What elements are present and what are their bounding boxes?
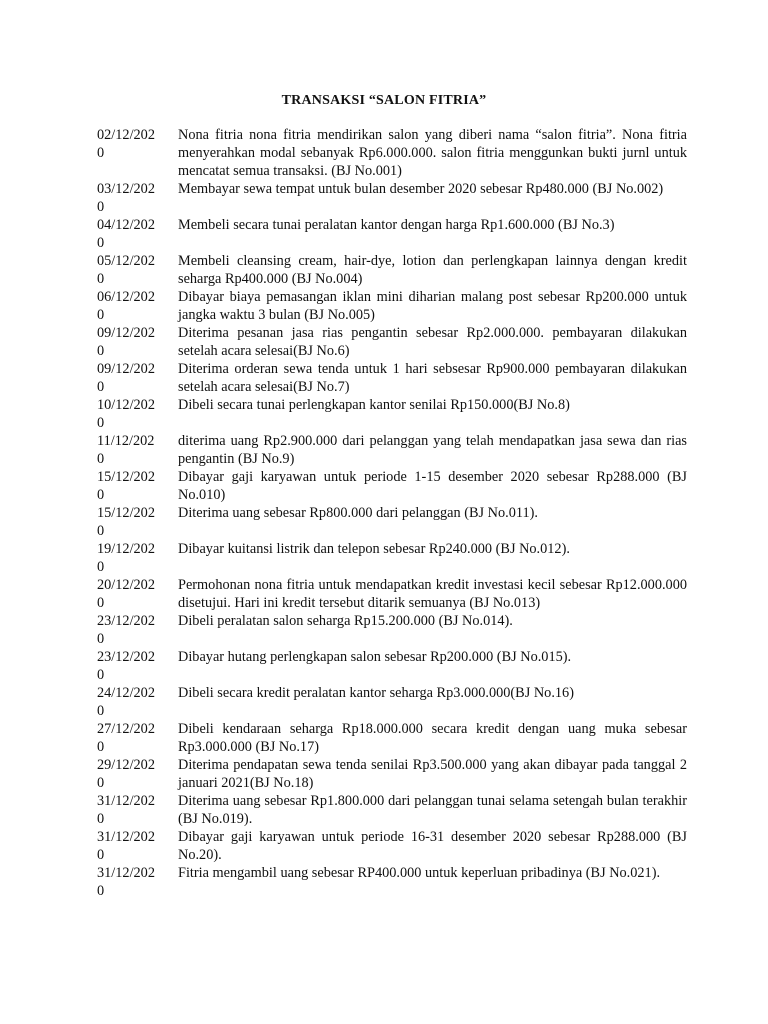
transaction-description: Diterima uang sebesar Rp800.000 dari pelanggan (BJ No.011). [178, 505, 538, 521]
transaction-description: Membayar sewa tempat untuk bulan desember 2020 sebesar Rp480.000 (BJ No.002) [178, 181, 664, 197]
transaction-description: Dibayar hutang perlengkapan salon sebesar Rp200.000 (BJ No.015). [178, 649, 572, 665]
transaction-row [97, 576, 687, 612]
transaction-description: diterima uang Rp2.900.000 dari pelanggan yang telah mendapatkan jasa sewa dan rias pengantin (BJ No.9) [178, 433, 687, 467]
transaction-description: Membeli cleansing cream, hair-dye, lotion dan perlengkapan lainnya dengan kredit seharga Rp400.000 (BJ No.004) [178, 253, 687, 287]
transaction-row [97, 288, 687, 324]
transaction-date: 06/12/2020 [97, 289, 155, 323]
transaction-description: Dibayar gaji karyawan untuk periode 16-31 desember 2020 sebesar Rp288.000 (BJ No.20). [178, 829, 687, 863]
transaction-row [97, 252, 687, 288]
transaction-description: Dibeli peralatan salon seharga Rp15.200.000 (BJ No.014). [178, 613, 513, 629]
transaction-date: 19/12/2020 [97, 541, 155, 575]
transaction-description: Diterima pesanan jasa rias pengantin sebesar Rp2.000.000. pembayaran dilakukan setelah acara selesai(BJ No.6) [178, 325, 687, 359]
transaction-row [97, 756, 687, 792]
transaction-date: 05/12/2020 [97, 253, 155, 287]
transaction-date: 11/12/2020 [97, 433, 155, 467]
transaction-description: Dibayar gaji karyawan untuk periode 1-15 desember 2020 sebesar Rp288.000 (BJ No.010) [178, 469, 687, 503]
transaction-description: Diterima uang sebesar Rp1.800.000 dari pelanggan tunai selama setengah bulan terakhir (BJ No.019). [178, 793, 687, 827]
transaction-date: 15/12/2020 [97, 469, 155, 503]
transaction-description: Diterima pendapatan sewa tenda senilai Rp3.500.000 yang akan dibayar pada tanggal 2 januari 2021(BJ No.18) [178, 757, 687, 791]
transaction-row [97, 126, 687, 180]
transaction-date: 20/12/2020 [97, 577, 155, 611]
transaction-row [97, 360, 687, 396]
transaction-row [97, 792, 687, 828]
transaction-date: 24/12/2020 [97, 685, 155, 719]
transaction-description: Dibayar biaya pemasangan iklan mini diharian malang post sebesar Rp200.000 untuk jangka waktu 3 bulan (BJ No.005) [178, 289, 687, 323]
transaction-row [97, 720, 687, 756]
transaction-row [97, 828, 687, 864]
transaction-row [97, 612, 687, 648]
transaction-date: 31/12/2020 [97, 865, 155, 899]
transaction-row [97, 324, 687, 360]
transaction-row [97, 540, 687, 576]
transaction-date: 23/12/2020 [97, 613, 155, 647]
transaction-date: 15/12/2020 [97, 505, 155, 539]
transaction-description: Dibayar kuitansi listrik dan telepon sebesar Rp240.000 (BJ No.012). [178, 541, 570, 557]
transaction-row [97, 468, 687, 504]
transaction-row [97, 216, 687, 252]
transaction-row [97, 684, 687, 720]
transaction-row [97, 432, 687, 468]
transaction-row [97, 396, 687, 432]
transaction-date: 31/12/2020 [97, 829, 155, 863]
transaction-date: 03/12/2020 [97, 181, 155, 215]
transaction-row [97, 504, 687, 540]
transaction-description: Nona fitria nona fitria mendirikan salon yang diberi nama “salon fitria”. Nona fitria menyerahkan modal sebanyak Rp6.000.000. salon fitria menggunkan bukti jurnl untuk mencatat semua transaksi. (BJ No.001) [178, 127, 687, 179]
transaction-description: Diterima orderan sewa tenda untuk 1 hari sebsesar Rp900.000 pembayaran dilakukan setelah acara selesai(BJ No.7) [178, 361, 687, 395]
transaction-description: Dibeli secara tunai perlengkapan kantor senilai Rp150.000(BJ No.8) [178, 397, 570, 413]
transaction-date: 29/12/2020 [97, 757, 155, 791]
transaction-date: 02/12/2020 [97, 127, 155, 161]
page-title: TRANSAKSI “SALON FITRIA” [281, 93, 487, 108]
transaction-date: 31/12/2020 [97, 793, 155, 827]
transaction-row [97, 180, 687, 216]
transaction-description: Permohonan nona fitria untuk mendapatkan kredit investasi kecil sebesar Rp12.000.000 disetujui. Hari ini kredit tersebut ditarik semuanya (BJ No.013) [178, 577, 687, 611]
transaction-description: Membeli secara tunai peralatan kantor dengan harga Rp1.600.000 (BJ No.3) [178, 217, 615, 233]
transaction-date: 09/12/2020 [97, 325, 155, 359]
transaction-date: 10/12/2020 [97, 397, 155, 431]
transaction-row [97, 864, 687, 900]
transaction-description: Fitria mengambil uang sebesar RP400.000 untuk keperluan pribadinya (BJ No.021). [178, 865, 661, 881]
transaction-date: 04/12/2020 [97, 217, 155, 251]
transaction-row [97, 648, 687, 684]
transaction-date: 23/12/2020 [97, 649, 155, 683]
transaction-description: Dibeli secara kredit peralatan kantor seharga Rp3.000.000(BJ No.16) [178, 685, 574, 701]
transaction-description: Dibeli kendaraan seharga Rp18.000.000 secara kredit dengan uang muka sebesar Rp3.000.000 (BJ No.17) [178, 721, 687, 755]
transaction-date: 09/12/2020 [97, 361, 155, 395]
transaction-date: 27/12/2020 [97, 721, 155, 755]
transaction-list [97, 126, 687, 900]
